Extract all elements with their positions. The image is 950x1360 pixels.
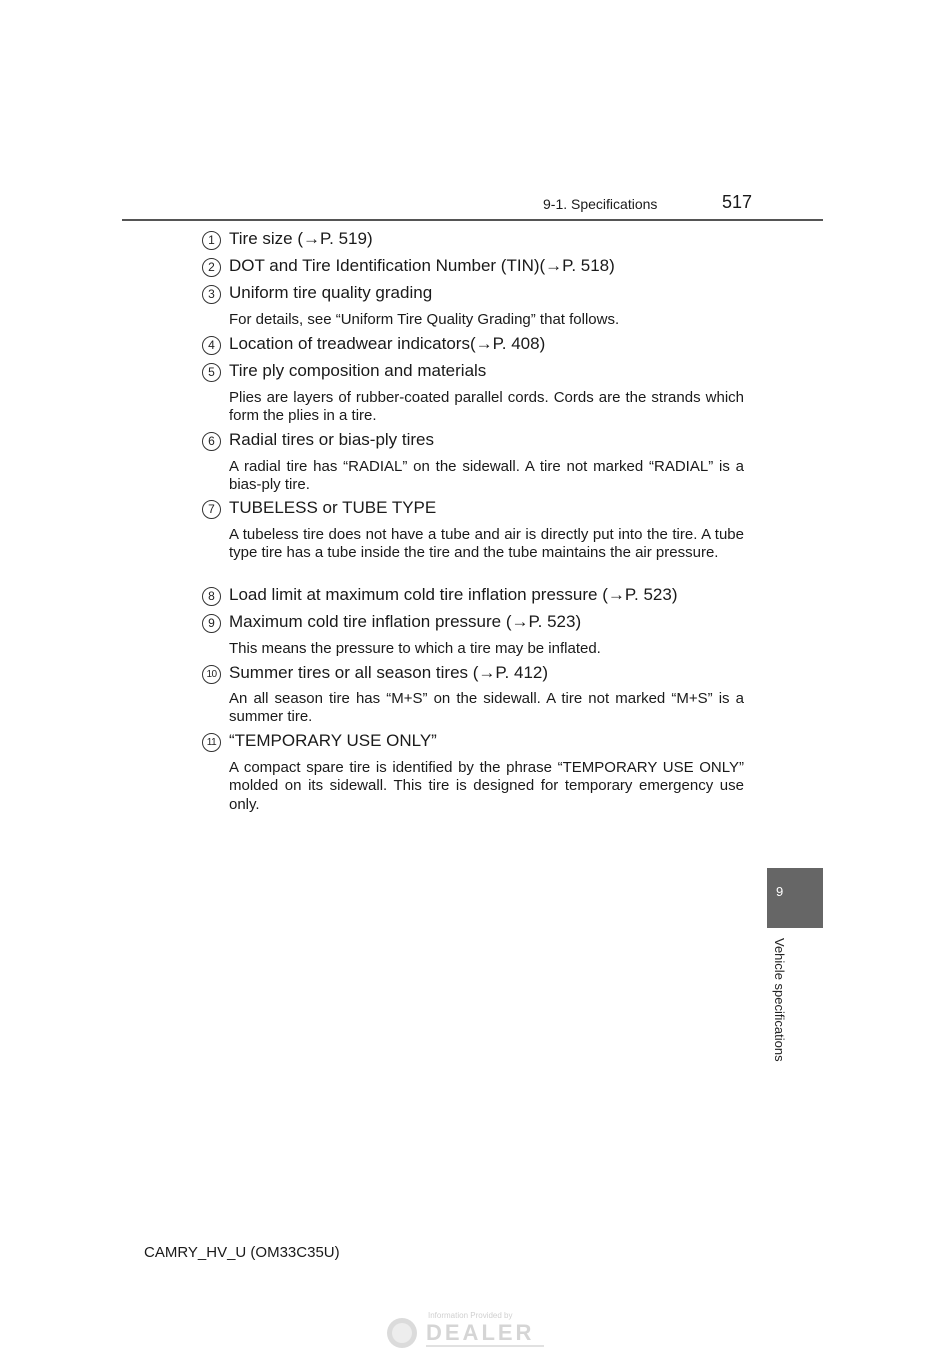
item-title: Tire ply composition and materials [229, 361, 487, 380]
item-number-badge: 4 [202, 336, 221, 355]
item-number-badge: 11 [202, 733, 221, 752]
item-title: Load limit at maximum cold tire inflation pressure (→P. 523) [229, 585, 678, 604]
dealer-watermark-logo [384, 1308, 554, 1354]
item-number-badge: 6 [202, 432, 221, 451]
watermark-brand: DEALER [426, 1320, 535, 1345]
item-number-badge: 3 [202, 285, 221, 304]
item-number-badge: 9 [202, 614, 221, 633]
item-number-badge: 7 [202, 500, 221, 519]
chapter-number: 9 [776, 884, 784, 899]
item-title: “TEMPORARY USE ONLY” [229, 731, 437, 750]
item-number-badge: 5 [202, 363, 221, 382]
section-title: 9-1. Specifications [543, 196, 658, 212]
item-title: Maximum cold tire inflation pressure (→P. 523) [229, 612, 582, 631]
item-number-badge: 2 [202, 258, 221, 277]
item-number-badge: 8 [202, 587, 221, 606]
item-title: Uniform tire quality grading [229, 283, 433, 302]
item-title: Summer tires or all season tires (→P. 412) [229, 663, 549, 682]
item-description: A tubeless tire does not have a tube and air is directly put into the tire. A tube type tire has a tube inside the tire and the tube maintains the air pressure. [229, 526, 744, 562]
item-description: A compact spare tire is identified by the phrase “TEMPORARY USE ONLY” molded on its sidewall. This tire is designed for temporary emergency use only. [229, 759, 744, 813]
model-code: CAMRY_HV_U (OM33C35U) [144, 1244, 340, 1261]
chapter-title: Vehicle specifications [772, 938, 787, 1062]
page-number: 517 [722, 192, 753, 212]
watermark-caption: Information Provided by [428, 1311, 513, 1320]
item-title: Radial tires or bias-ply tires [229, 430, 435, 449]
item-title: Location of treadwear indicators(→P. 408) [229, 334, 546, 353]
item-title: TUBELESS or TUBE TYPE [229, 498, 437, 517]
item-description: For details, see “Uniform Tire Quality Grading” that follows. [229, 311, 620, 328]
item-number-badge: 1 [202, 231, 221, 250]
item-number-badge: 10 [202, 665, 221, 684]
item-title: DOT and Tire Identification Number (TIN)(→P. 518) [229, 256, 615, 275]
item-description: A radial tire has “RADIAL” on the sidewall. A tire not marked “RADIAL” is a bias-ply tire. [229, 458, 744, 494]
item-description: An all season tire has “M+S” on the sidewall. A tire not marked “M+S” is a summer tire. [229, 690, 744, 726]
item-description: This means the pressure to which a tire may be inflated. [229, 640, 601, 657]
item-title: Tire size (→P. 519) [229, 229, 373, 248]
item-description: Plies are layers of rubber-coated parallel cords. Cords are the strands which form the plies in a tire. [229, 389, 744, 425]
